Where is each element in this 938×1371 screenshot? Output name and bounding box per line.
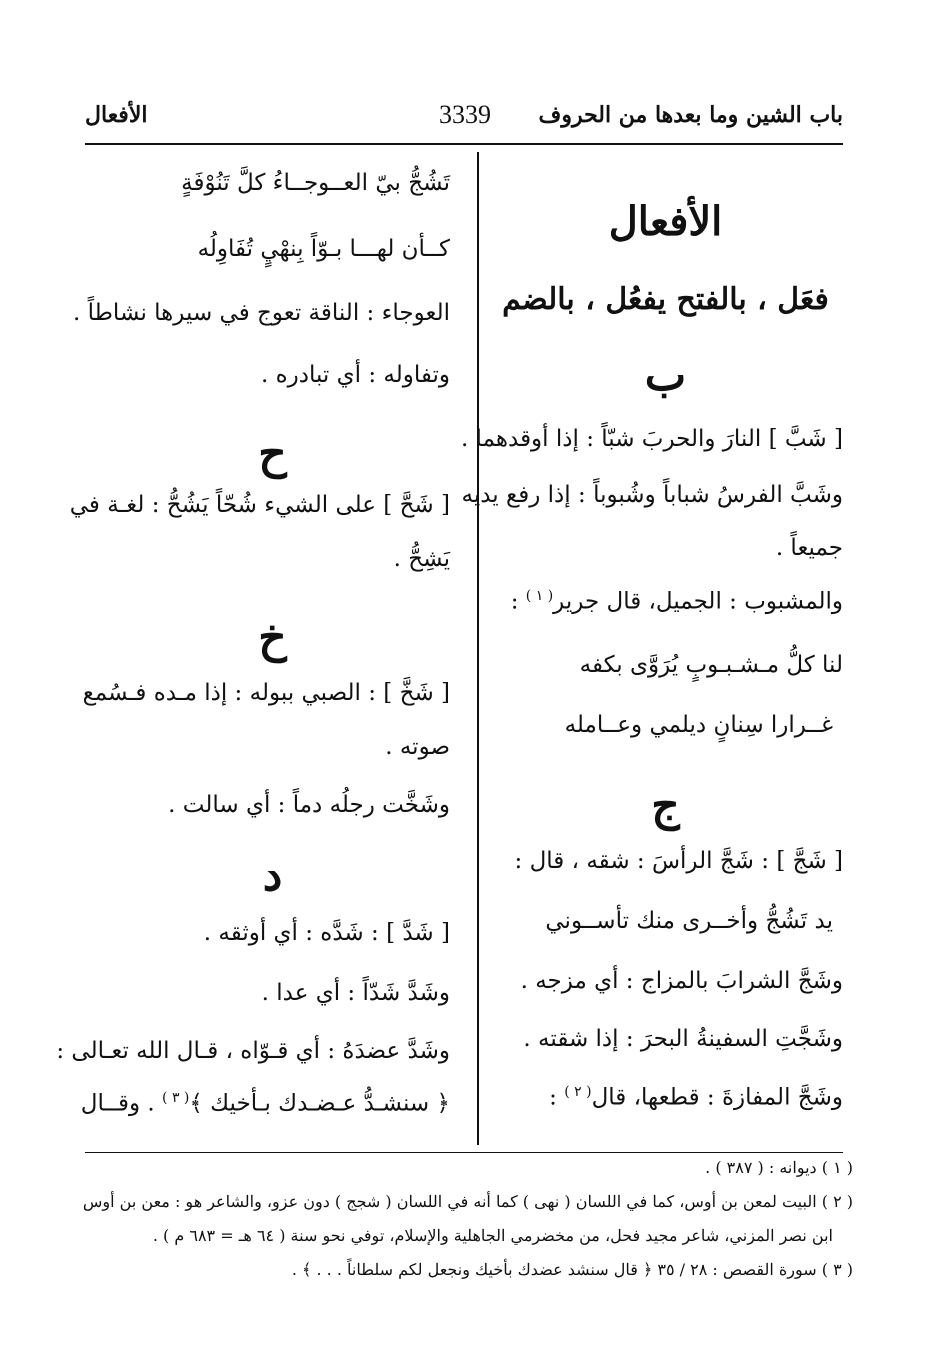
verse-line: لنا كلُّ مـشـبـوبٍ يُرَوَّى بكفه	[579, 652, 843, 678]
column-divider	[477, 152, 479, 1145]
footnote-ref: ( ٢ )	[564, 1084, 592, 1100]
entry-line: [ شَبَّ ] النارَ والحربَ شبّاً : إذا أوقدهما .	[460, 426, 843, 452]
footnote-2-continued: ابن نصر المزني، شاعر مجيد فحل، من مخضرمي الجاهلية والإسلام، توفي نحو سنة ( ٦٤ هـ = ٦٨٣ م ) .	[152, 1226, 833, 1245]
verb-pattern-heading: فعَل ، بالفتح يفعُل ، بالضم	[502, 282, 829, 317]
verse-line: يد تَشُجُّ وأخــرى منك تأســوني	[545, 908, 833, 934]
verse-line: كــأن لهـــا بـوّاً بِنهْيٍ تُفَاوِلُه	[197, 236, 450, 262]
footnote-1: ( ١ ) ديوانه : ( ٣٨٧ ) .	[705, 1158, 853, 1177]
entry-line: [ شَدَّ ] : شَدَّه : أي أوثقه .	[203, 920, 450, 946]
header-divider	[85, 143, 843, 145]
entry-line: [ شَخَّ ] : الصبي ببوله : إذا مـده فـسُمع	[82, 680, 450, 706]
section-heading: الأفعال	[608, 198, 723, 245]
footnote-divider	[85, 1152, 843, 1153]
entry-text: :	[510, 588, 526, 615]
entry-text: . وقــال	[80, 1090, 163, 1117]
entry-text: وشَجَّ المفازةَ : قطعها، قال	[591, 1084, 843, 1111]
letter-heading-h: ح	[258, 428, 287, 479]
entry-line: وشَدَّ شَدّاً : أي عدا .	[261, 980, 450, 1006]
entry-line: وشَخَّت رجلُه دماً : أي سالت .	[168, 792, 450, 818]
entry-line	[81, 1090, 450, 1118]
quran-quote: ﴿ سنشـدُّ عـضـدك بـأخيك ﴾	[189, 1090, 450, 1117]
entry-text: :	[549, 1084, 565, 1111]
entry-line	[549, 1084, 843, 1112]
entry-line: جميعاً .	[775, 535, 843, 561]
footnote-2: ( ٢ ) البيت لمعن بن أوس، كما في اللسان ( نهى ) كما أنه في اللسان ( شجج ) دون عزو، والشاعر هو : معن بن أوس	[82, 1192, 853, 1211]
entry-line: وشَبَّ الفرسُ شباباً وشُبوباً : إذا رفع يديه	[461, 482, 843, 508]
entry-line: صوته .	[385, 734, 450, 760]
letter-heading-j: ج	[651, 780, 680, 831]
entry-line	[511, 588, 843, 616]
page-header	[85, 100, 843, 138]
footnote-ref: ( ٣ )	[162, 1090, 190, 1106]
letter-heading-d: د	[262, 850, 283, 901]
entry-line: وتفاوله : أي تبادره .	[260, 362, 450, 388]
letter-heading-kh: خ	[258, 612, 287, 663]
page-number: 3339	[439, 100, 491, 129]
entry-text: والمشبوب : الجميل، قال جرير	[553, 588, 843, 615]
entry-line: العوجاء : الناقة تعوج في سيرها نشاطاً .	[73, 300, 450, 326]
footnote-3: ( ٣ ) سورة القصص : ٢٨ / ٣٥ ﴿ قال سنشد عضدك بأخيك ونجعل لكم سلطاناً . . . ﴾ .	[291, 1260, 853, 1279]
footnote-ref: ( ١ )	[525, 588, 554, 604]
entry-line: وشَجَّتِ السفينةُ البحرَ : إذا شقته .	[523, 1026, 843, 1052]
entry-line: وشَجَّ الشرابَ بالمزاج : أي مزجه .	[520, 968, 843, 994]
letter-heading-b: ب	[644, 350, 687, 401]
chapter-title: باب الشين وما بعدها من الحروف	[538, 102, 843, 128]
entry-line: وشَدَّ عضدَهُ : أي قـوّاه ، قـال الله تعـالى :	[56, 1038, 450, 1064]
entry-line: [ شَجَّ ] : شَجَّ الرأسَ : شقه ، قال :	[514, 848, 843, 874]
section-title: الأفعال	[85, 102, 148, 128]
entry-line: يَشِحُّ .	[393, 546, 450, 572]
verse-line: غــرارا سِنانٍ ديلمي وعــامله	[564, 712, 833, 738]
verse-line: تَشُجُّ بيّ العــوجــاءُ كلَّ تَنُوْفَةٍ	[181, 170, 450, 196]
entry-line: [ شَحَّ ] على الشيء شُحّاً يَشُحُّ : لغـة في	[69, 492, 450, 518]
